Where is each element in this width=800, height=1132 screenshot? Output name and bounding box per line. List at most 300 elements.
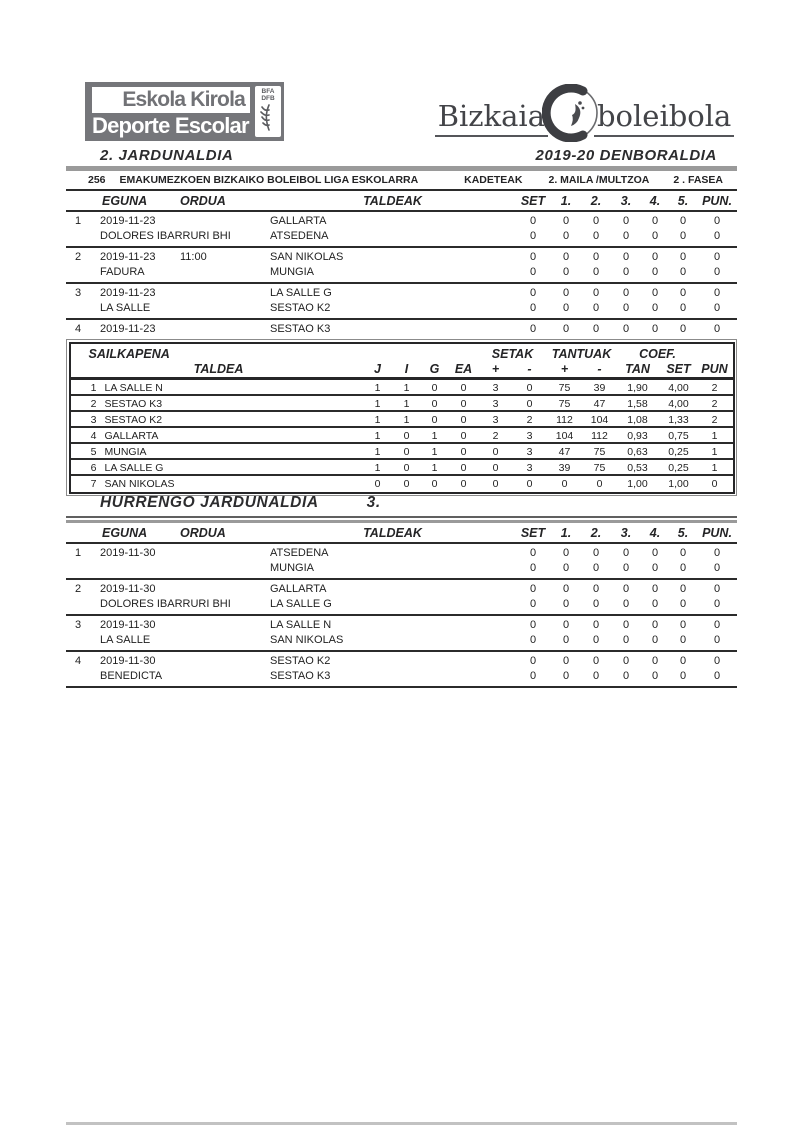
score-cell: 0 (592, 634, 600, 646)
value-cell: 1,08 (627, 413, 648, 426)
league-bar (66, 166, 737, 191)
score-cell: 0 (529, 655, 537, 667)
score-cell: 0 (529, 266, 537, 278)
match-number: 4 (75, 323, 82, 335)
match-line-home (66, 286, 737, 301)
double-rule (66, 516, 737, 523)
value-cell: 75 (593, 445, 606, 458)
value-cell: 1,00 (627, 477, 648, 490)
away-team: MUNGIA (270, 266, 314, 278)
score-cell: 0 (529, 670, 537, 682)
match-venue: DOLORES IBARRURI BHI (100, 598, 231, 610)
rank-cell: 2 (90, 397, 97, 410)
value-cell: 3 (492, 381, 499, 394)
fixtures-table-round-2 (66, 191, 737, 356)
match-line-away (66, 561, 737, 576)
match-date: 2019-11-30 (100, 583, 156, 595)
value-cell: 0 (403, 429, 410, 442)
value-cell: 0 (460, 445, 467, 458)
col-set: SET (520, 526, 546, 540)
standings-row (71, 412, 733, 428)
away-team: ATSEDENA (270, 230, 329, 242)
value-cell: 1 (431, 461, 438, 474)
standings-row (71, 444, 733, 460)
value-cell: 0 (526, 397, 533, 410)
col-taldeak: TALDEAK (363, 194, 422, 208)
value-cell: 1 (403, 413, 410, 426)
standings-body (71, 380, 733, 492)
score-cell: 0 (622, 251, 630, 263)
value-cell: 4,00 (668, 381, 689, 394)
value-cell: 39 (593, 381, 606, 394)
score-cell: 0 (592, 562, 600, 574)
col-sets-won: + (491, 362, 500, 376)
score-cell: 0 (622, 323, 630, 335)
score-cell: 0 (651, 215, 659, 227)
value-cell: 47 (593, 397, 606, 410)
score-cell: 0 (713, 583, 721, 595)
score-cell: 0 (713, 251, 721, 263)
score-cell: 0 (562, 655, 570, 667)
standings-table (66, 339, 737, 496)
value-cell: 0 (711, 477, 718, 490)
col-g: G (429, 362, 440, 376)
value-cell: 0 (561, 477, 568, 490)
away-team: LA SALLE G (270, 598, 332, 610)
value-cell: 1 (711, 461, 718, 474)
match-line-away (66, 265, 737, 280)
group-header-tantuak: TANTUAK (551, 347, 612, 361)
league-code: 256 (88, 174, 106, 186)
standings-group-header (71, 344, 733, 362)
match-line-away (66, 597, 737, 612)
match-number: 4 (75, 655, 82, 667)
value-cell: 104 (590, 413, 609, 426)
value-cell: 0 (431, 477, 438, 490)
round-title: 2. JARDUNALDIA (100, 147, 234, 164)
home-team: SESTAO K2 (270, 655, 331, 667)
match-date: 2019-11-30 (100, 547, 156, 559)
score-cell: 0 (679, 655, 687, 667)
score-cell: 0 (622, 583, 630, 595)
badge-text-top: BFA (261, 88, 275, 95)
value-cell: 3 (492, 413, 499, 426)
score-cell: 0 (562, 634, 570, 646)
score-cell: 0 (562, 251, 570, 263)
match-date: 2019-11-23 (100, 287, 156, 299)
title-row (66, 147, 737, 164)
score-cell: 0 (651, 251, 659, 263)
match-row (66, 652, 737, 688)
score-cell: 0 (651, 655, 659, 667)
value-cell: 0 (492, 461, 499, 474)
value-cell: 1 (431, 429, 438, 442)
fixtures-body (66, 544, 737, 688)
col-pun: PUN. (702, 194, 732, 208)
team-cell: MUNGIA (104, 445, 147, 458)
score-cell: 0 (679, 562, 687, 574)
score-cell: 0 (562, 562, 570, 574)
value-cell: 112 (591, 429, 608, 442)
score-cell: 0 (651, 670, 659, 682)
score-cell: 0 (679, 598, 687, 610)
fixtures-header (66, 523, 737, 544)
score-cell: 0 (713, 670, 721, 682)
score-cell: 0 (713, 619, 721, 631)
value-cell: 3 (526, 461, 533, 474)
score-cell: 0 (713, 562, 721, 574)
match-number: 1 (75, 547, 82, 559)
col-set-coef: SET (666, 362, 691, 376)
value-cell: 39 (558, 461, 571, 474)
fern-leaf-icon (259, 119, 277, 136)
value-cell: 1 (403, 397, 410, 410)
score-cell: 0 (651, 634, 659, 646)
col-i: I (404, 362, 409, 376)
score-cell: 0 (622, 302, 630, 314)
score-cell: 0 (592, 266, 600, 278)
value-cell: 0 (460, 413, 467, 426)
match-venue: FADURA (100, 266, 145, 278)
match-date: 2019-11-30 (100, 655, 156, 667)
swirl-volleyball-icon (542, 84, 600, 147)
badge-text-bottom: DFB (261, 95, 275, 102)
match-line-away (66, 633, 737, 648)
score-cell: 0 (713, 230, 721, 242)
home-team: SESTAO K3 (270, 323, 331, 335)
rank-cell: 4 (90, 429, 97, 442)
team-cell: GALLARTA (104, 429, 159, 442)
away-team: SESTAO K2 (270, 302, 331, 314)
season-title: 2019-20 DENBORALDIA (535, 147, 717, 164)
score-cell: 0 (562, 619, 570, 631)
standings-column-header (71, 362, 733, 380)
rank-cell: 1 (90, 381, 97, 394)
value-cell: 0 (526, 477, 533, 490)
home-team: GALLARTA (270, 583, 327, 595)
score-cell: 0 (651, 583, 659, 595)
value-cell: 0,25 (668, 445, 689, 458)
col-set3: 3. (620, 526, 632, 540)
match-venue: LA SALLE (100, 302, 151, 314)
away-team: SAN NIKOLAS (270, 634, 344, 646)
value-cell: 0 (374, 477, 381, 490)
score-cell: 0 (529, 598, 537, 610)
value-cell: 0 (431, 381, 438, 394)
score-cell: 0 (592, 655, 600, 667)
value-cell: 0 (460, 381, 467, 394)
home-team: LA SALLE G (270, 287, 332, 299)
home-team: ATSEDENA (270, 547, 329, 559)
score-cell: 0 (651, 266, 659, 278)
score-cell: 0 (562, 215, 570, 227)
score-cell: 0 (679, 251, 687, 263)
score-cell: 0 (592, 287, 600, 299)
score-cell: 0 (562, 266, 570, 278)
fixtures-table-round-3 (66, 516, 737, 688)
match-line-away (66, 669, 737, 684)
col-points-lost: - (597, 362, 602, 376)
score-cell: 0 (679, 547, 687, 559)
value-cell: 0 (596, 477, 603, 490)
match-venue: BENEDICTA (100, 670, 163, 682)
score-cell: 0 (679, 670, 687, 682)
score-cell: 0 (592, 230, 600, 242)
match-row (66, 544, 737, 580)
value-cell: 0,25 (668, 461, 689, 474)
col-set4: 4. (649, 194, 661, 208)
score-cell: 0 (592, 583, 600, 595)
home-team: LA SALLE N (270, 619, 332, 631)
score-cell: 0 (592, 670, 600, 682)
phase-label: 2 . FASEA (673, 174, 723, 186)
col-set1: 1. (560, 526, 572, 540)
value-cell: 1 (403, 381, 410, 394)
score-cell: 0 (592, 598, 600, 610)
value-cell: 1,33 (668, 413, 689, 426)
value-cell: 1 (711, 429, 718, 442)
score-cell: 0 (679, 583, 687, 595)
score-cell: 0 (562, 547, 570, 559)
match-date: 2019-11-23 (100, 215, 156, 227)
logo-subtitle: Deporte Escolar (92, 113, 249, 138)
score-cell: 0 (592, 215, 600, 227)
score-cell: 0 (679, 215, 687, 227)
bfa-dfb-badge (255, 86, 281, 137)
value-cell: 3 (526, 429, 533, 442)
score-cell: 0 (592, 547, 600, 559)
col-pun: PUN. (702, 526, 732, 540)
value-cell: 0 (492, 477, 499, 490)
score-cell: 0 (713, 547, 721, 559)
score-cell: 0 (679, 230, 687, 242)
standings-row (71, 460, 733, 476)
score-cell: 0 (592, 302, 600, 314)
col-sets-lost: - (527, 362, 532, 376)
score-cell: 0 (529, 302, 537, 314)
value-cell: 1,58 (627, 397, 648, 410)
score-cell: 0 (622, 634, 630, 646)
score-cell: 0 (592, 619, 600, 631)
standings-row (71, 428, 733, 444)
value-cell: 1,00 (668, 477, 689, 490)
col-ordua: ORDUA (180, 194, 226, 208)
value-cell: 75 (558, 381, 571, 394)
division-label: 2. MAILA /MULTZOA (548, 174, 650, 186)
away-team: MUNGIA (270, 562, 314, 574)
bizkaia-boleibola-logo (437, 84, 732, 137)
score-cell: 0 (622, 598, 630, 610)
score-cell: 0 (651, 598, 659, 610)
value-cell: 0,75 (668, 429, 689, 442)
col-taldeak: TALDEAK (363, 526, 422, 540)
match-line-home (66, 322, 737, 337)
value-cell: 1 (711, 445, 718, 458)
score-cell: 0 (713, 323, 721, 335)
score-cell: 0 (622, 287, 630, 299)
team-cell: LA SALLE N (104, 381, 163, 394)
score-cell: 0 (562, 287, 570, 299)
rank-cell: 3 (90, 413, 97, 426)
score-cell: 0 (622, 215, 630, 227)
value-cell: 1 (431, 445, 438, 458)
match-date: 2019-11-30 (100, 619, 156, 631)
match-line-away (66, 229, 737, 244)
match-row (66, 248, 737, 284)
score-cell: 0 (713, 215, 721, 227)
value-cell: 1 (374, 413, 381, 426)
score-cell: 0 (562, 323, 570, 335)
value-cell: 2 (711, 397, 718, 410)
rank-cell: 7 (90, 477, 97, 490)
page-footer-rule (66, 1122, 737, 1125)
next-round-number: 3. (366, 494, 381, 511)
score-cell: 0 (679, 266, 687, 278)
category-label: KADETEAK (464, 174, 523, 186)
col-set1: 1. (560, 194, 572, 208)
value-cell: 1 (374, 397, 381, 410)
match-date: 2019-11-23 (100, 251, 156, 263)
value-cell: 0 (460, 429, 467, 442)
value-cell: 1 (374, 429, 381, 442)
score-cell: 0 (713, 287, 721, 299)
value-cell: 75 (593, 461, 606, 474)
score-cell: 0 (529, 583, 537, 595)
score-cell: 0 (679, 634, 687, 646)
score-cell: 0 (651, 230, 659, 242)
score-cell: 0 (562, 583, 570, 595)
score-cell: 0 (529, 323, 537, 335)
score-cell: 0 (713, 655, 721, 667)
match-line-home (66, 214, 737, 229)
score-cell: 0 (713, 266, 721, 278)
col-ordua: ORDUA (180, 526, 226, 540)
value-cell: 104 (555, 429, 574, 442)
score-cell: 0 (713, 598, 721, 610)
value-cell: 0 (492, 445, 499, 458)
value-cell: 0 (403, 477, 410, 490)
brand-word-right: boleibola (594, 102, 734, 137)
standings-row (71, 476, 733, 492)
away-team: SESTAO K3 (270, 670, 331, 682)
col-ea: EA (454, 362, 473, 376)
match-line-home (66, 582, 737, 597)
score-cell: 0 (562, 598, 570, 610)
school-sport-logo (85, 82, 284, 141)
value-cell: 0 (460, 477, 467, 490)
value-cell: 0,53 (627, 461, 648, 474)
value-cell: 2 (711, 413, 718, 426)
col-eguna: EGUNA (102, 526, 148, 540)
value-cell: 0 (526, 381, 533, 394)
score-cell: 0 (679, 287, 687, 299)
fixtures-body (66, 212, 737, 356)
value-cell: 1 (374, 445, 381, 458)
value-cell: 2 (492, 429, 499, 442)
fixtures-header (66, 191, 737, 212)
score-cell: 0 (529, 562, 537, 574)
brand-word-left: Bizkaia (435, 102, 548, 137)
value-cell: 75 (558, 397, 571, 410)
match-line-home (66, 654, 737, 669)
score-cell: 0 (529, 230, 537, 242)
value-cell: 1 (374, 461, 381, 474)
col-tan: TAN (625, 362, 650, 376)
score-cell: 0 (622, 619, 630, 631)
col-set5: 5. (677, 194, 689, 208)
value-cell: 3 (526, 445, 533, 458)
next-round-title: HURRENGO JARDUNALDIA (100, 494, 319, 511)
score-cell: 0 (622, 230, 630, 242)
score-cell: 0 (651, 562, 659, 574)
score-cell: 0 (622, 670, 630, 682)
standings-row (71, 396, 733, 412)
score-cell: 0 (651, 287, 659, 299)
score-cell: 0 (529, 215, 537, 227)
col-pun-standings: PUN (701, 362, 728, 376)
score-cell: 0 (529, 547, 537, 559)
score-cell: 0 (651, 323, 659, 335)
score-cell: 0 (562, 670, 570, 682)
match-venue: LA SALLE (100, 634, 151, 646)
score-cell: 0 (529, 619, 537, 631)
col-set4: 4. (649, 526, 661, 540)
standings-title: SAILKAPENA (88, 347, 170, 361)
team-cell: SESTAO K3 (104, 397, 163, 410)
match-number: 3 (75, 619, 82, 631)
value-cell: 0 (403, 461, 410, 474)
score-cell: 0 (622, 266, 630, 278)
score-cell: 0 (592, 323, 600, 335)
next-round-heading (100, 494, 381, 512)
score-cell: 0 (622, 562, 630, 574)
home-team: GALLARTA (270, 215, 327, 227)
match-number: 3 (75, 287, 82, 299)
score-cell: 0 (622, 655, 630, 667)
score-cell: 0 (651, 302, 659, 314)
home-team: SAN NIKOLAS (270, 251, 344, 263)
score-cell: 0 (713, 634, 721, 646)
value-cell: 0 (431, 397, 438, 410)
col-eguna: EGUNA (102, 194, 148, 208)
value-cell: 2 (526, 413, 533, 426)
value-cell: 0 (431, 413, 438, 426)
value-cell: 0,93 (627, 429, 648, 442)
match-row (66, 212, 737, 248)
col-set: SET (520, 194, 546, 208)
value-cell: 4,00 (668, 397, 689, 410)
match-line-away (66, 301, 737, 316)
score-cell: 0 (651, 619, 659, 631)
team-cell: SESTAO K2 (104, 413, 163, 426)
col-set5: 5. (677, 526, 689, 540)
score-cell: 0 (651, 547, 659, 559)
match-number: 1 (75, 215, 82, 227)
value-cell: 0 (460, 397, 467, 410)
match-number: 2 (75, 251, 82, 263)
col-set3: 3. (620, 194, 632, 208)
logo-title: Eskola Kirola (122, 88, 245, 111)
league-name: EMAKUMEZKOEN BIZKAIKO BOLEIBOL LIGA ESKOLARRA (119, 174, 419, 186)
match-line-home (66, 546, 737, 561)
match-line-home (66, 250, 737, 265)
score-cell: 0 (529, 634, 537, 646)
score-cell: 0 (622, 547, 630, 559)
value-cell: 47 (558, 445, 571, 458)
group-header-coef: COEF. (639, 347, 676, 361)
score-cell: 0 (529, 287, 537, 299)
col-points-won: + (560, 362, 569, 376)
